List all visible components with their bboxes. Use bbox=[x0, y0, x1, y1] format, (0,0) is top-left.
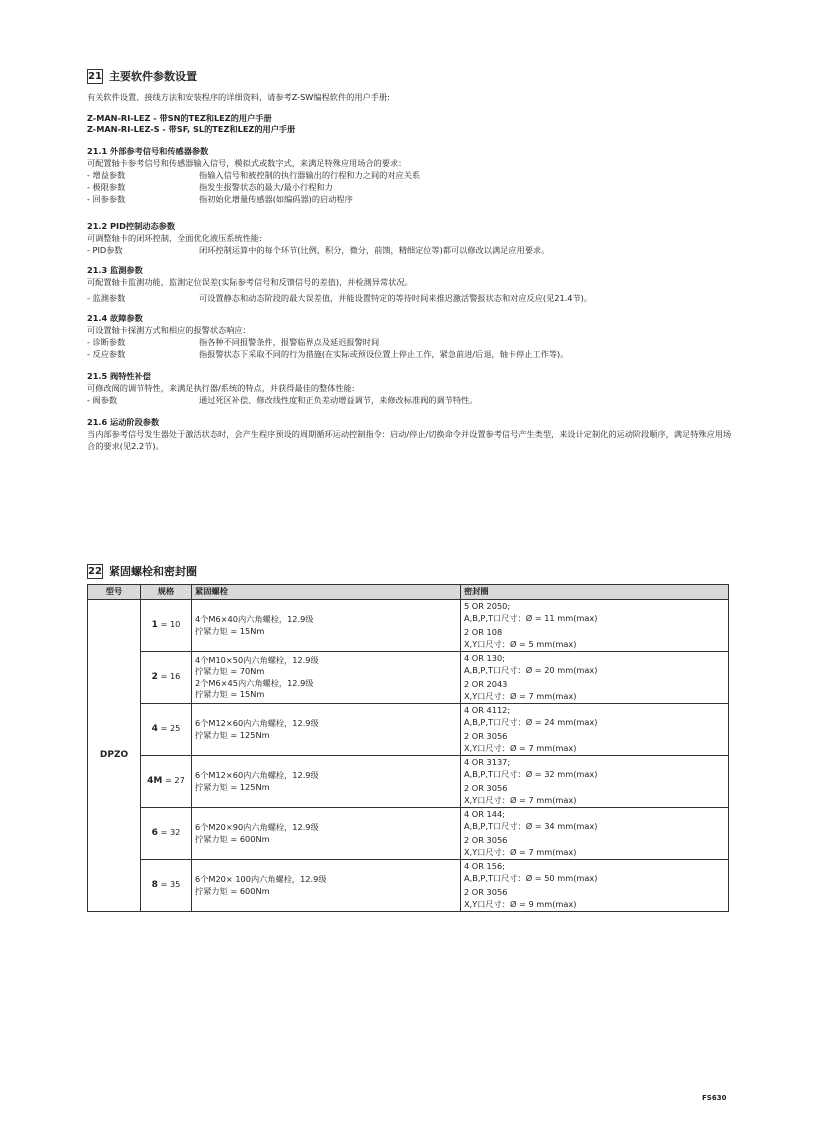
seal-cell bbox=[461, 652, 729, 704]
param-value: 通过死区补偿、修改线性度和正负差动增益调节，来修改标准阀的调节特性。 bbox=[199, 395, 478, 405]
table-row bbox=[88, 756, 729, 808]
param-key: - 阀参数 bbox=[87, 395, 118, 405]
seal-line: 2 OR 3056 bbox=[464, 731, 508, 741]
bolt-cell bbox=[192, 808, 461, 860]
subsection-21-2 bbox=[87, 220, 737, 256]
seal-line: 4 OR 144; bbox=[464, 809, 505, 819]
subsection-21-3 bbox=[87, 264, 737, 304]
table-row bbox=[88, 860, 729, 912]
size-value: = 25 bbox=[157, 723, 181, 734]
intro-text: 有关软件设置、接线方法和安装程序的详细资料，请参考Z-SW编程软件的用户手册: bbox=[87, 92, 390, 102]
seal-line: X,Y口尺寸：Ø = 9 mm(max) bbox=[464, 898, 577, 909]
table-row bbox=[88, 600, 729, 652]
column-header-model: 型号 bbox=[88, 585, 141, 600]
size-number: 4 bbox=[151, 724, 158, 735]
bolt-line: 拧紧力矩 = 125Nm bbox=[195, 781, 270, 792]
param-value: 可设置静态和动态阶段的最大误差值，并能设置特定的等待时间来推迟激活警报状态和对应反应(见21.4节)。 bbox=[199, 293, 593, 303]
section-number: 21 bbox=[88, 70, 102, 82]
bolt-line: 拧紧力矩 = 600Nm bbox=[195, 885, 270, 896]
subsection-21-1 bbox=[87, 145, 737, 205]
size-number: 1 bbox=[151, 620, 158, 631]
subsection-text: 可配置轴卡监測功能，监測定位误差(实际参考信号和反馈信号的差值)，并检測异常状况。 bbox=[87, 277, 413, 287]
seal-line: 2 OR 3056 bbox=[464, 783, 508, 793]
seal-cell bbox=[461, 808, 729, 860]
param-row bbox=[87, 181, 737, 193]
bolt-line: 拧紧力矩 = 15Nm bbox=[195, 689, 265, 699]
param-value: 指报警状态下采取不同的行为措施(在实际或预设位置上停止工作，紧急前进/后退，轴卡停止工作等)。 bbox=[199, 349, 569, 359]
bolt-line: 拧紧力矩 = 600Nm bbox=[195, 833, 270, 844]
bolt-line: 2个M6×45内六角螺栓，12.9级 bbox=[195, 677, 314, 688]
table-header-row bbox=[88, 585, 729, 600]
param-value: 指发生报警状态的最大/最小行程和力 bbox=[199, 182, 333, 192]
bolt-line: 6个M20×90内六角螺栓，12.9级 bbox=[195, 822, 319, 832]
bolt-cell bbox=[192, 652, 461, 704]
size-cell bbox=[141, 600, 192, 652]
seal-line: A,B,P,T口尺寸：Ø = 20 mm(max) bbox=[464, 664, 598, 675]
seal-cell bbox=[461, 756, 729, 808]
param-key: - 诊断参数 bbox=[87, 337, 126, 347]
seal-line: 2 OR 108 bbox=[464, 627, 503, 637]
bolt-line: 6个M12×60内六角螺栓，12.9级 bbox=[195, 770, 319, 780]
size-value: = 10 bbox=[157, 619, 181, 630]
size-number: 4M bbox=[147, 776, 163, 787]
bolt-line: 拧紧力矩 = 15Nm bbox=[195, 625, 265, 636]
size-cell bbox=[141, 808, 192, 860]
param-key: - 反应参数 bbox=[87, 349, 126, 359]
seal-line: X,Y口尺寸：Ø = 5 mm(max) bbox=[464, 638, 577, 649]
section-21-header bbox=[87, 68, 197, 84]
manual-item bbox=[87, 113, 737, 124]
param-row bbox=[87, 292, 737, 304]
size-cell bbox=[141, 756, 192, 808]
subsection-text: 当内部参考信号发生器处于激活状态时，会产生程序预设的周期循环运动控制指令：启动/停止/切换命令并设置参考信号产生类型，来设计定制化的运动阶段顺序，满足特殊应用场合的要求(见2.2节)。 bbox=[87, 429, 732, 451]
size-cell bbox=[141, 652, 192, 704]
seal-line: 5 OR 2050; bbox=[464, 601, 511, 611]
subsection-21-6 bbox=[87, 416, 737, 452]
seal-line: 4 OR 3137; bbox=[464, 757, 511, 767]
seal-line: 4 OR 156; bbox=[464, 861, 505, 871]
column-header-seals: 密封圈 bbox=[461, 585, 729, 600]
seal-line: X,Y口尺寸：Ø = 7 mm(max) bbox=[464, 846, 577, 857]
seal-line: 2 OR 3056 bbox=[464, 835, 508, 845]
bolts-seals-table bbox=[87, 584, 729, 912]
manual-code: Z-MAN-RI-LEZ-S bbox=[87, 124, 160, 134]
manual-item bbox=[87, 124, 737, 135]
table-row bbox=[88, 652, 729, 704]
seal-line: 2 OR 3056 bbox=[464, 887, 508, 897]
seal-cell bbox=[461, 704, 729, 756]
bolt-cell bbox=[192, 756, 461, 808]
param-key: - PID参数 bbox=[87, 245, 123, 255]
column-header-bolts: 紧固螺栓 bbox=[192, 585, 461, 600]
bolt-line: 拧紧力矩 = 125Nm bbox=[195, 729, 270, 740]
size-value: = 16 bbox=[157, 671, 181, 682]
size-value: = 27 bbox=[162, 775, 185, 786]
param-row bbox=[87, 348, 737, 360]
size-number: 6 bbox=[151, 828, 158, 839]
manual-desc: - 带SF, SL的TEZ和LEZ的用户手册 bbox=[159, 124, 296, 134]
seal-line: A,B,P,T口尺寸：Ø = 50 mm(max) bbox=[464, 872, 598, 883]
subsection-21-4 bbox=[87, 312, 737, 360]
subsection-21-5 bbox=[87, 370, 737, 406]
subsection-text: 可调整轴卡的闭环控制，全面优化液压系统性能: bbox=[87, 233, 262, 243]
subsection-title: 21.4 故障参数 bbox=[87, 313, 143, 323]
seal-line: A,B,P,T口尺寸：Ø = 11 mm(max) bbox=[464, 612, 598, 623]
subsection-text: 可修改阀的调节特性，来满足执行器/系统的特点，并获得最佳的整体性能: bbox=[87, 383, 355, 393]
size-number: 2 bbox=[151, 672, 158, 683]
subsection-title: 21.6 运动阶段参数 bbox=[87, 417, 160, 427]
model-cell: DPZO bbox=[88, 600, 141, 912]
subsection-title: 21.3 监測参数 bbox=[87, 265, 143, 275]
size-value: = 35 bbox=[157, 879, 181, 890]
param-key: - 增益参数 bbox=[87, 170, 126, 180]
param-value: 指初始化增量传感器(如编码器)的启动程序 bbox=[199, 194, 353, 204]
seal-cell bbox=[461, 860, 729, 912]
section-title: 紧固螺栓和密封圈 bbox=[109, 565, 197, 578]
page-footer-code: FS630 bbox=[702, 1094, 727, 1102]
manual-list bbox=[87, 113, 737, 135]
size-value: = 32 bbox=[157, 827, 181, 838]
section-22-header bbox=[87, 563, 197, 579]
seal-cell bbox=[461, 600, 729, 652]
param-key: - 监測参数 bbox=[87, 293, 126, 303]
size-number: 8 bbox=[151, 880, 158, 891]
size-cell bbox=[141, 704, 192, 756]
subsection-title: 21.5 阀特性补偿 bbox=[87, 371, 151, 381]
seal-line: 4 OR 130; bbox=[464, 653, 505, 663]
bolt-cell bbox=[192, 704, 461, 756]
size-cell bbox=[141, 860, 192, 912]
bolt-line: 6个M20× 100内六角螺栓，12.9级 bbox=[195, 874, 327, 884]
param-key: - 极限参数 bbox=[87, 182, 126, 192]
seal-line: A,B,P,T口尺寸：Ø = 34 mm(max) bbox=[464, 820, 598, 831]
manual-code: Z-MAN-RI-LEZ bbox=[87, 113, 151, 123]
subsection-text: 可配置轴卡参考信号和传感器输入信号，模拟式或数字式，来满足特殊应用场合的要求： bbox=[87, 158, 407, 168]
section-title: 主要软件参数设置 bbox=[109, 70, 197, 83]
param-row bbox=[87, 244, 737, 256]
bolt-line: 4个M6×40内六角螺栓，12.9级 bbox=[195, 614, 314, 624]
bolt-line: 4个M10×50内六角螺栓，12.9级 bbox=[195, 654, 319, 665]
param-value: 指输入信号和被控制的执行器输出的行程和力之间的对应关系 bbox=[199, 170, 421, 180]
seal-line: X,Y口尺寸：Ø = 7 mm(max) bbox=[464, 742, 577, 753]
table-row bbox=[88, 808, 729, 860]
param-value: 闭环控制运算中的每个环节(比例，积分，微分，前馈，精细定位等)都可以修改以满足应用要求。 bbox=[199, 245, 550, 255]
section-number: 22 bbox=[88, 565, 102, 577]
column-header-size: 规格 bbox=[141, 585, 192, 600]
bolt-cell bbox=[192, 600, 461, 652]
subsection-text: 可设置轴卡探測方式和相应的报警状态响应： bbox=[87, 325, 251, 335]
manual-desc: - 带SN的TEZ和LEZ的用户手册 bbox=[150, 113, 272, 123]
seal-line: A,B,P,T口尺寸：Ø = 24 mm(max) bbox=[464, 716, 598, 727]
seal-line: X,Y口尺寸：Ø = 7 mm(max) bbox=[464, 794, 577, 805]
param-row bbox=[87, 394, 737, 406]
seal-line: A,B,P,T口尺寸：Ø = 32 mm(max) bbox=[464, 768, 598, 779]
section-21-intro bbox=[87, 91, 737, 103]
seal-line: 4 OR 4112; bbox=[464, 705, 511, 715]
seal-line: 2 OR 2043 bbox=[464, 679, 508, 689]
subsection-title: 21.1 外部参考信号和传感器参数 bbox=[87, 146, 209, 156]
param-row bbox=[87, 193, 737, 205]
param-row bbox=[87, 336, 737, 348]
table-row bbox=[88, 704, 729, 756]
param-key: - 回参参数 bbox=[87, 194, 126, 204]
bolt-line: 6个M12×60内六角螺栓，12.9级 bbox=[195, 718, 319, 728]
param-row bbox=[87, 169, 737, 181]
bolt-cell bbox=[192, 860, 461, 912]
subsection-title: 21.2 PID控制动态参数 bbox=[87, 221, 176, 231]
bolt-line: 拧紧力矩 = 70Nm bbox=[195, 666, 265, 676]
seal-line: X,Y口尺寸：Ø = 7 mm(max) bbox=[464, 690, 577, 701]
param-value: 指各种不同报警条件，报警临界点及延迟报警时间 bbox=[199, 337, 380, 347]
